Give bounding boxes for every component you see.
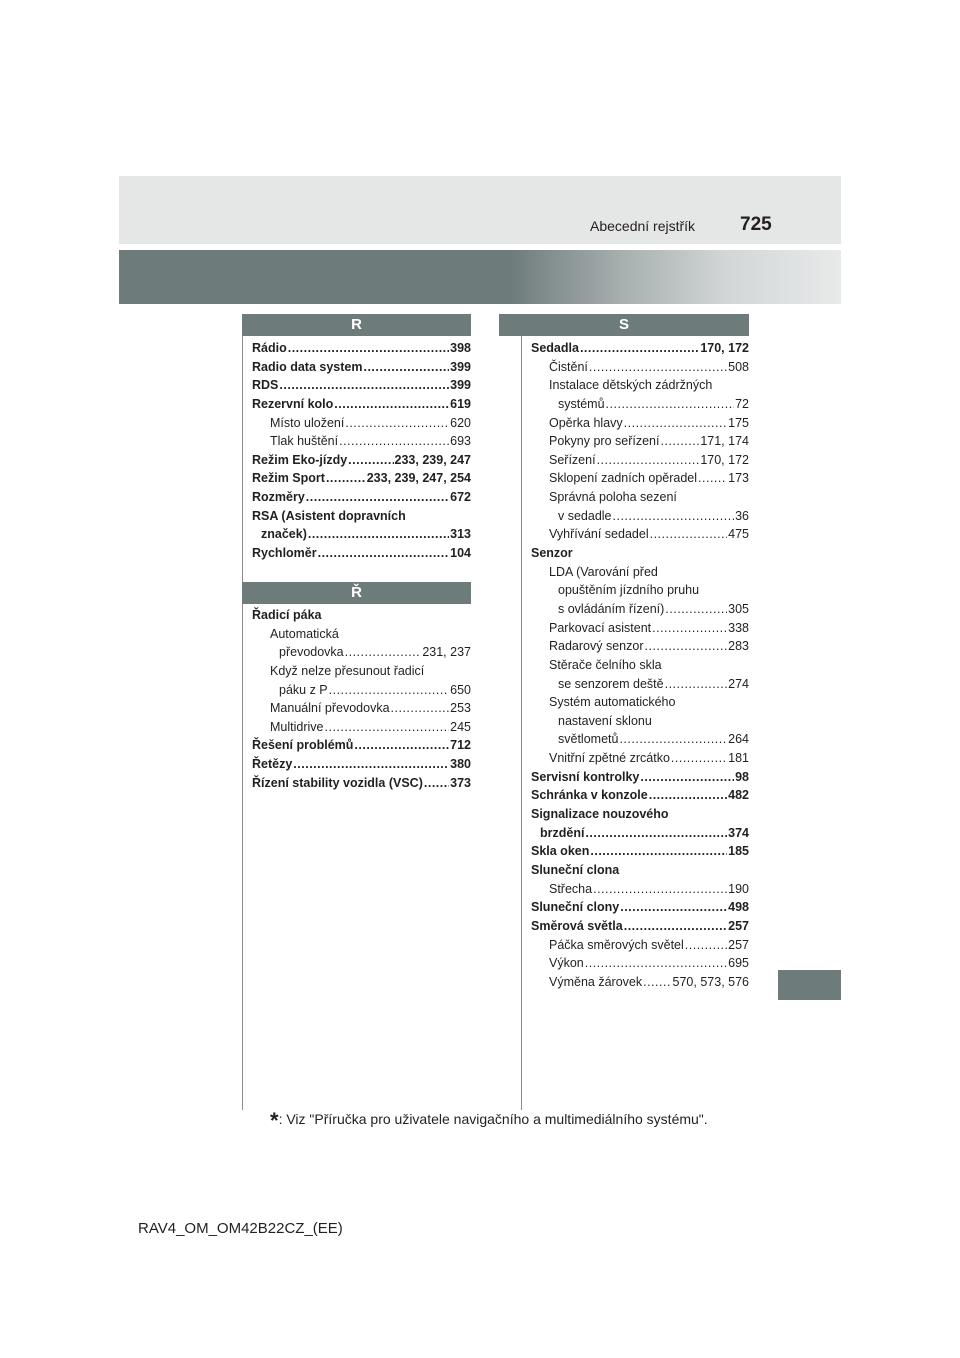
- index-entry: [252, 755, 471, 774]
- index-entry: [531, 376, 749, 395]
- section-title: Abecední rejstřík: [590, 218, 696, 234]
- dot-leader: [424, 774, 449, 793]
- entry-term: Vnitřní zpětné zrcátko: [549, 751, 670, 766]
- entry-page-ref: 175: [728, 415, 749, 430]
- entry-term: RSA (Asistent dopravních: [252, 508, 406, 523]
- dot-leader: [652, 619, 727, 638]
- index-entry: [252, 395, 471, 414]
- entry-page-ref: 233, 239, 247: [394, 452, 471, 467]
- index-entry: [531, 451, 749, 470]
- entry-term: Sklopení zadních opěradel: [549, 471, 698, 486]
- footnote: [270, 1104, 708, 1133]
- dot-leader: [306, 488, 449, 507]
- entry-term: RDS: [252, 378, 279, 393]
- dot-leader: [698, 469, 727, 488]
- dot-leader: [640, 768, 734, 787]
- entry-term: Řadicí páka: [252, 608, 322, 622]
- entry-term: Směrová světla: [531, 918, 623, 933]
- entry-page-ref: 498: [728, 900, 749, 915]
- dot-leader: [685, 936, 727, 955]
- entry-page-ref: 257: [728, 937, 749, 952]
- dot-leader: [363, 358, 449, 377]
- entry-page-ref: 650: [450, 682, 471, 697]
- entry-page-ref: 185: [728, 844, 749, 859]
- section-header-s: S: [499, 314, 749, 336]
- dot-leader: [671, 749, 727, 768]
- page-number: 725: [740, 214, 772, 235]
- entries-s: [531, 339, 749, 991]
- header-bar: [119, 176, 841, 244]
- entry-term: Režim Eko-jízdy: [252, 452, 348, 467]
- entry-page-ref: 72: [735, 396, 749, 411]
- dot-leader: [593, 880, 727, 899]
- index-entry: [531, 786, 749, 805]
- index-entry: [531, 730, 749, 749]
- entry-term: Řešení problémů: [252, 738, 354, 753]
- dot-leader: [665, 600, 727, 619]
- entry-term: brzdění: [540, 825, 585, 840]
- index-entry: [531, 749, 749, 768]
- index-entry: [252, 469, 471, 488]
- entry-term: převodovka: [279, 645, 344, 660]
- entry-term: Rychloměr: [252, 546, 317, 561]
- entry-term: Režim Sport: [252, 471, 325, 486]
- dot-leader: [580, 339, 699, 358]
- entry-term: Systém automatického: [549, 695, 676, 710]
- dot-leader: [660, 432, 699, 451]
- chapter-tab: [778, 970, 841, 1000]
- entry-term: s ovládáním řízení): [558, 601, 665, 616]
- dot-leader: [649, 786, 727, 805]
- index-entry: [531, 842, 749, 861]
- entry-term: se senzorem deště: [558, 676, 664, 691]
- dot-leader: [619, 730, 727, 749]
- entry-term: Výměna žárovek: [549, 974, 643, 989]
- entry-term: Řízení stability vozidla (VSC): [252, 775, 423, 790]
- dot-leader: [325, 718, 450, 737]
- entry-term: LDA (Varování před: [549, 564, 658, 579]
- dot-leader: [279, 376, 449, 395]
- dot-leader: [650, 525, 728, 544]
- column-divider-middle: [521, 314, 522, 1110]
- dot-leader: [391, 699, 450, 718]
- entry-page-ref: 170, 172: [700, 341, 749, 355]
- entry-term: Sluneční clony: [531, 900, 620, 915]
- dot-leader: [329, 681, 450, 700]
- entry-term: Instalace dětských zádržných: [549, 378, 713, 393]
- entry-page-ref: 264: [728, 732, 749, 747]
- entry-term: Skla oken: [531, 844, 590, 859]
- entry-term: Radio data system: [252, 359, 363, 374]
- entry-page-ref: 231, 237: [422, 645, 471, 660]
- index-entry: [252, 681, 471, 700]
- dot-leader: [643, 973, 671, 992]
- index-entry: [531, 805, 749, 824]
- entry-page-ref: 380: [450, 757, 471, 772]
- entry-page-ref: 398: [450, 341, 471, 355]
- entry-term: páku z P: [279, 682, 328, 697]
- index-entry: [252, 525, 471, 544]
- entry-term: Sluneční clona: [531, 862, 620, 877]
- index-entry: [252, 662, 471, 681]
- index-entry: [252, 358, 471, 377]
- dot-leader: [590, 842, 727, 861]
- entry-term: Stěrače čelního skla: [549, 657, 662, 672]
- entry-page-ref: 253: [450, 701, 471, 716]
- entry-term: Senzor: [531, 546, 573, 561]
- entry-term: opuštěním jízdního pruhu: [558, 583, 700, 598]
- entry-page-ref: 170, 172: [700, 452, 749, 467]
- dot-leader: [308, 525, 449, 544]
- index-entry: [531, 507, 749, 526]
- index-entry: [531, 339, 749, 358]
- entry-page-ref: 104: [450, 546, 471, 561]
- dot-leader: [645, 637, 728, 656]
- index-entry: [531, 525, 749, 544]
- index-entry: [531, 917, 749, 936]
- entry-page-ref: 482: [728, 788, 749, 803]
- entry-page-ref: 181: [728, 751, 749, 766]
- index-entry: [252, 376, 471, 395]
- index-entry: [531, 693, 749, 712]
- index-entry: [531, 954, 749, 973]
- entry-term: Seřízení: [549, 452, 596, 467]
- entry-term: Čistění: [549, 359, 588, 374]
- index-entry: [252, 643, 471, 662]
- entry-term: Místo uložení: [270, 415, 345, 430]
- index-entry: [531, 414, 749, 433]
- footnote-star: *: [270, 1108, 279, 1133]
- entry-term: Parkovací asistent: [549, 620, 652, 635]
- entry-term: Rozměry: [252, 490, 305, 505]
- entry-page-ref: 672: [450, 490, 471, 505]
- section-header-r-caron: Ř: [242, 582, 471, 604]
- entry-page-ref: 313: [450, 527, 471, 542]
- index-entry: [531, 675, 749, 694]
- index-entry: [252, 718, 471, 737]
- entry-term: Pokyny pro seřízení: [549, 434, 660, 449]
- entry-term: Manuální převodovka: [270, 701, 390, 716]
- dot-leader: [345, 643, 422, 662]
- index-entry: [531, 395, 749, 414]
- index-entry: [531, 619, 749, 638]
- dot-leader: [345, 414, 449, 433]
- dot-leader: [348, 451, 393, 470]
- entry-page-ref: 173: [728, 471, 749, 486]
- entry-page-ref: 373: [450, 775, 471, 790]
- entry-page-ref: 190: [728, 881, 749, 896]
- entry-term: v sedadle: [558, 508, 612, 523]
- entry-page-ref: 98: [735, 769, 749, 784]
- index-entry: [252, 488, 471, 507]
- entry-term: systémů: [558, 396, 605, 411]
- index-entry: [531, 469, 749, 488]
- index-entry: [531, 712, 749, 731]
- index-entry: [531, 880, 749, 899]
- dot-leader: [585, 824, 727, 843]
- index-entry: [531, 936, 749, 955]
- entry-page-ref: 374: [728, 825, 749, 840]
- dot-leader: [293, 755, 449, 774]
- index-entry: [531, 824, 749, 843]
- entry-term: Vyhřívání sedadel: [549, 527, 649, 542]
- dot-leader: [334, 395, 449, 414]
- column-divider-left: [242, 314, 243, 1110]
- index-entry: [252, 432, 471, 451]
- entry-page-ref: 283: [728, 639, 749, 654]
- index-entry: [531, 563, 749, 582]
- entry-term: Střecha: [549, 881, 593, 896]
- entries-r: [252, 339, 471, 563]
- entry-term: Tlak huštění: [270, 434, 339, 449]
- index-entry: [531, 358, 749, 377]
- dot-leader: [597, 451, 700, 470]
- index-entry: [252, 625, 471, 644]
- dot-leader: [339, 432, 449, 451]
- section-header-r: R: [242, 314, 471, 336]
- index-entry: [531, 581, 749, 600]
- index-entry: [531, 973, 749, 992]
- entry-term: Opěrka hlavy: [549, 415, 623, 430]
- footnote-text: : Viz "Příručka pro uživatele navigačního a multimediálního systému".: [278, 1111, 708, 1127]
- dot-leader: [606, 395, 735, 414]
- index-entry: [531, 656, 749, 675]
- entry-page-ref: 171, 174: [700, 434, 749, 449]
- index-entry: [531, 488, 749, 507]
- entry-term: Rádio: [252, 341, 287, 355]
- entry-term: značek): [261, 527, 307, 542]
- entry-page-ref: 570, 573, 576: [672, 974, 749, 989]
- entry-term: Schránka v konzole: [531, 788, 648, 803]
- entry-term: Výkon: [549, 956, 584, 971]
- entry-page-ref: 36: [735, 508, 749, 523]
- index-entry: [531, 432, 749, 451]
- entry-page-ref: 693: [450, 434, 471, 449]
- index-entry: [531, 600, 749, 619]
- entry-page-ref: 233, 239, 247, 254: [366, 471, 471, 486]
- entry-term: Řetězy: [252, 757, 293, 772]
- dot-leader: [665, 675, 728, 694]
- dot-leader: [589, 358, 727, 377]
- entry-term: nastavení sklonu: [558, 713, 652, 728]
- index-entry: [252, 339, 471, 358]
- index-entry: [531, 637, 749, 656]
- entry-term: Signalizace nouzového: [531, 807, 669, 822]
- dot-leader: [326, 469, 366, 488]
- entry-page-ref: 508: [728, 359, 749, 374]
- entry-page-ref: 695: [728, 956, 749, 971]
- dot-leader: [354, 736, 449, 755]
- entry-term: Sedadla: [531, 341, 579, 355]
- entry-term: Radarový senzor: [549, 639, 644, 654]
- entry-page-ref: 245: [450, 719, 471, 734]
- entry-page-ref: 305: [728, 601, 749, 616]
- index-entry: [252, 736, 471, 755]
- entry-term: Automatická: [270, 626, 339, 641]
- index-entry: [531, 768, 749, 787]
- index-entry: [531, 861, 749, 880]
- dot-leader: [624, 414, 727, 433]
- index-entry: [252, 414, 471, 433]
- entry-page-ref: 257: [728, 918, 749, 933]
- entry-term: Servisní kontrolky: [531, 769, 640, 784]
- dot-leader: [585, 954, 727, 973]
- entry-term: Správná poloha sezení: [549, 490, 677, 505]
- entries-r-caron: [252, 606, 471, 792]
- entry-page-ref: 475: [728, 527, 749, 542]
- index-entry: [252, 606, 471, 625]
- index-entry: [252, 451, 471, 470]
- index-entry: [252, 544, 471, 563]
- header-band: [119, 250, 841, 304]
- entry-term: světlometů: [558, 732, 619, 747]
- entry-page-ref: 399: [450, 378, 471, 393]
- index-entry: [252, 774, 471, 793]
- index-entry: [531, 544, 749, 563]
- index-entry: [531, 898, 749, 917]
- entry-term: Multidrive: [270, 719, 324, 734]
- dot-leader: [620, 898, 727, 917]
- entry-page-ref: 620: [450, 415, 471, 430]
- document-code: RAV4_OM_OM42B22CZ_(EE): [138, 1220, 343, 1237]
- entry-term: Rezervní kolo: [252, 396, 334, 411]
- entry-page-ref: 274: [728, 676, 749, 691]
- entry-page-ref: 712: [450, 738, 471, 753]
- entry-page-ref: 619: [450, 396, 471, 411]
- entry-page-ref: 399: [450, 359, 471, 374]
- dot-leader: [613, 507, 735, 526]
- entry-term: Když nelze přesunout řadicí: [270, 663, 425, 678]
- index-entry: [252, 507, 471, 526]
- entry-term: Páčka směrových světel: [549, 937, 684, 952]
- index-entry: [252, 699, 471, 718]
- dot-leader: [624, 917, 727, 936]
- dot-leader: [318, 544, 450, 563]
- dot-leader: [288, 339, 449, 358]
- entry-page-ref: 338: [728, 620, 749, 635]
